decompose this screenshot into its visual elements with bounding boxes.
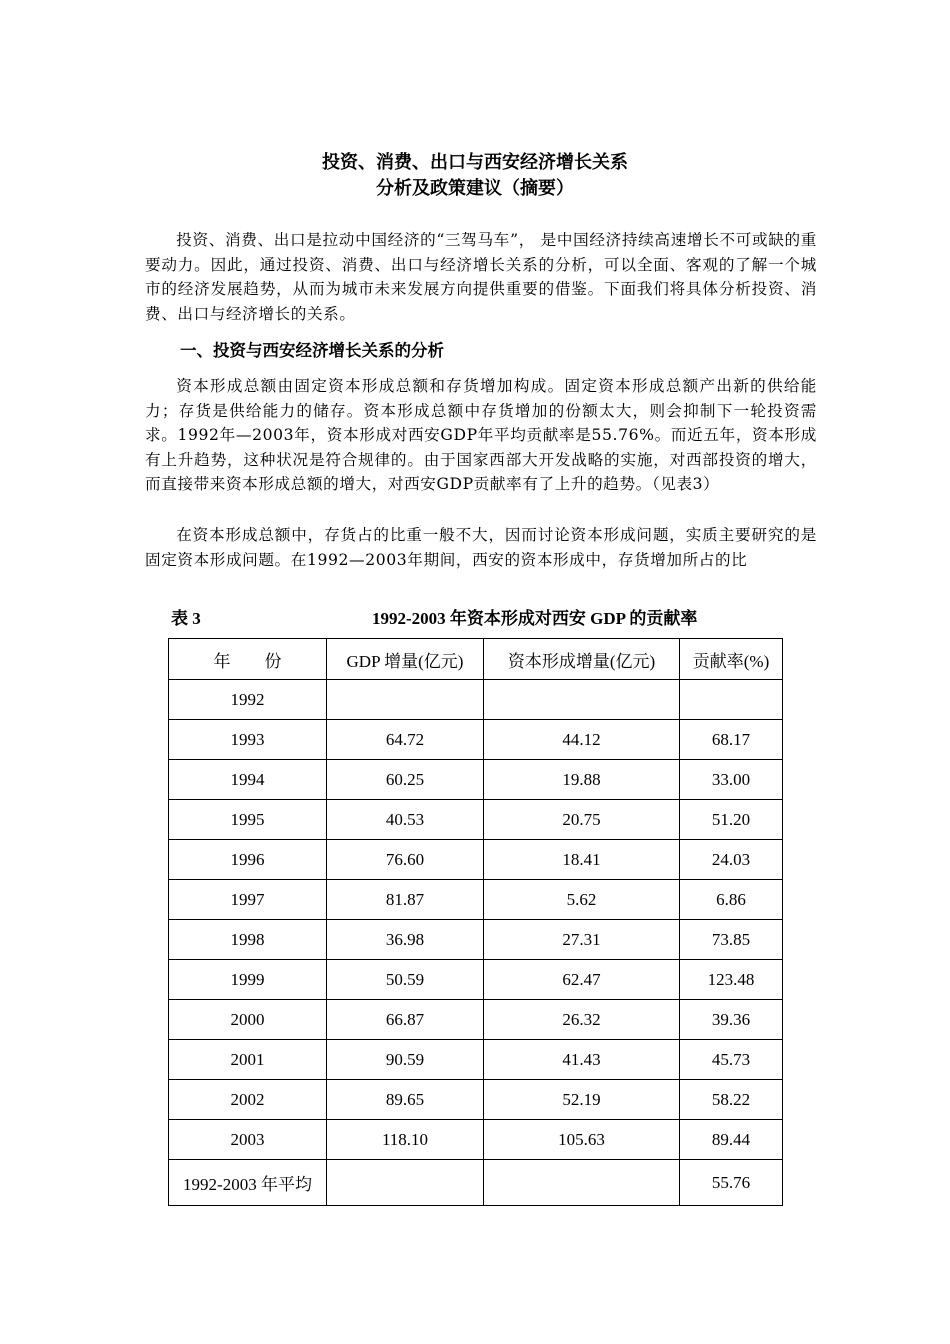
cell-capital-increment: 19.88 [484, 760, 680, 800]
cell-year: 1993 [169, 720, 327, 760]
cell-capital-increment: 27.31 [484, 920, 680, 960]
contribution-table [168, 638, 783, 1206]
cell-gdp-increment: 50.59 [327, 960, 484, 1000]
table-header-row [169, 639, 783, 680]
cell-gdp-increment: 118.10 [327, 1120, 484, 1160]
table-row-average [169, 1160, 783, 1206]
document-title-line1: 投资、消费、出口与西安经济增长关系 [322, 152, 628, 173]
cell-year: 1995 [169, 800, 327, 840]
cell-year: 1992 [169, 680, 327, 720]
cell-gdp-increment [327, 680, 484, 720]
cell-capital-increment: 105.63 [484, 1120, 680, 1160]
table-row [169, 960, 783, 1000]
cell-year: 1998 [169, 920, 327, 960]
header-year: 年 份 [169, 639, 327, 680]
cell-year: 1999 [169, 960, 327, 1000]
table-row [169, 880, 783, 920]
cell-contribution-rate: 68.17 [680, 720, 783, 760]
section-heading: 一、投资与西安经济增长关系的分析 [180, 341, 444, 360]
cell-year: 1996 [169, 840, 327, 880]
cell-contribution-rate: 24.03 [680, 840, 783, 880]
cell-gdp-increment: 90.59 [327, 1040, 484, 1080]
table-row [169, 760, 783, 800]
cell-year: 1994 [169, 760, 327, 800]
table-row [169, 720, 783, 760]
table-row [169, 1080, 783, 1120]
table-row [169, 800, 783, 840]
table-row [169, 680, 783, 720]
cell-contribution-rate: 39.36 [680, 1000, 783, 1040]
cell-capital-increment: 5.62 [484, 880, 680, 920]
cell-capital-increment: 18.41 [484, 840, 680, 880]
cell-gdp-increment: 66.87 [327, 1000, 484, 1040]
cell-contribution-rate: 123.48 [680, 960, 783, 1000]
table-row [169, 1040, 783, 1080]
cell-contribution-rate [680, 680, 783, 720]
cell-gdp-increment: 89.65 [327, 1080, 484, 1120]
paragraph-intro: 投资、消费、出口是拉动中国经济的“三驾马车”， 是中国经济持续高速增长不可或缺的重要动力。因此，通过投资、消费、出口与经济增长关系的分析，可以全面、客观的了解一个城市的经济发展趋势，从而为城市未来发展方向提供重要的借鉴。下面我们将具体分析投资、消费、出口与经济增长的关系。 [145, 231, 817, 323]
cell-capital-increment: 41.43 [484, 1040, 680, 1080]
cell-contribution-rate: 55.76 [680, 1160, 783, 1206]
cell-capital-increment: 26.32 [484, 1000, 680, 1040]
cell-contribution-rate: 45.73 [680, 1040, 783, 1080]
table-row [169, 1120, 783, 1160]
cell-gdp-increment: 81.87 [327, 880, 484, 920]
cell-gdp-increment [327, 1160, 484, 1206]
cell-year: 2002 [169, 1080, 327, 1120]
cell-contribution-rate: 73.85 [680, 920, 783, 960]
paragraph-inventory: 在资本形成总额中，存货占的比重一般不大，因而讨论资本形成问题，实质主要研究的是固定资本形成问题。在1992—2003年期间，西安的资本形成中，存货增加所占的比 [145, 526, 817, 569]
cell-contribution-rate: 58.22 [680, 1080, 783, 1120]
table-label: 表 3 [171, 609, 201, 628]
cell-gdp-increment: 64.72 [327, 720, 484, 760]
cell-contribution-rate: 51.20 [680, 800, 783, 840]
cell-contribution-rate: 33.00 [680, 760, 783, 800]
cell-capital-increment: 52.19 [484, 1080, 680, 1120]
cell-capital-increment: 20.75 [484, 800, 680, 840]
paragraph-capital-formation: 资本形成总额由固定资本形成总额和存货增加构成。固定资本形成总额产出新的供给能力；存货是供给能力的储存。资本形成总额中存货增加的份额太大，则会抑制下一轮投资需求。1992年—2003年，资本形成对西安GDP年平均贡献率是55.76%。而近五年，资本形成有上升趋势，这种状况是符合规律的。由于国家西部大开发战略的实施，对西部投资的增大，而直接带来资本形成总额的增大，对西安GDP贡献率有了上升的趋势。（见表3） [145, 377, 817, 494]
header-capital-increment: 资本形成增量(亿元) [484, 639, 680, 680]
cell-capital-increment [484, 680, 680, 720]
table-row [169, 920, 783, 960]
cell-capital-increment: 62.47 [484, 960, 680, 1000]
cell-period: 1992-2003 年平均 [169, 1160, 327, 1206]
cell-contribution-rate: 6.86 [680, 880, 783, 920]
cell-capital-increment [484, 1160, 680, 1206]
cell-year: 2003 [169, 1120, 327, 1160]
table-row [169, 1000, 783, 1040]
table-title: 1992-2003 年资本形成对西安 GDP 的贡献率 [372, 609, 698, 628]
header-gdp-increment: GDP 增量(亿元) [327, 639, 484, 680]
cell-year: 2000 [169, 1000, 327, 1040]
cell-gdp-increment: 60.25 [327, 760, 484, 800]
document-title-line2: 分析及政策建议（摘要） [376, 178, 574, 199]
table-row [169, 840, 783, 880]
header-contribution-rate: 贡献率(%) [680, 639, 783, 680]
cell-gdp-increment: 76.60 [327, 840, 484, 880]
cell-gdp-increment: 36.98 [327, 920, 484, 960]
cell-year: 1997 [169, 880, 327, 920]
cell-gdp-increment: 40.53 [327, 800, 484, 840]
cell-contribution-rate: 89.44 [680, 1120, 783, 1160]
cell-capital-increment: 44.12 [484, 720, 680, 760]
cell-year: 2001 [169, 1040, 327, 1080]
